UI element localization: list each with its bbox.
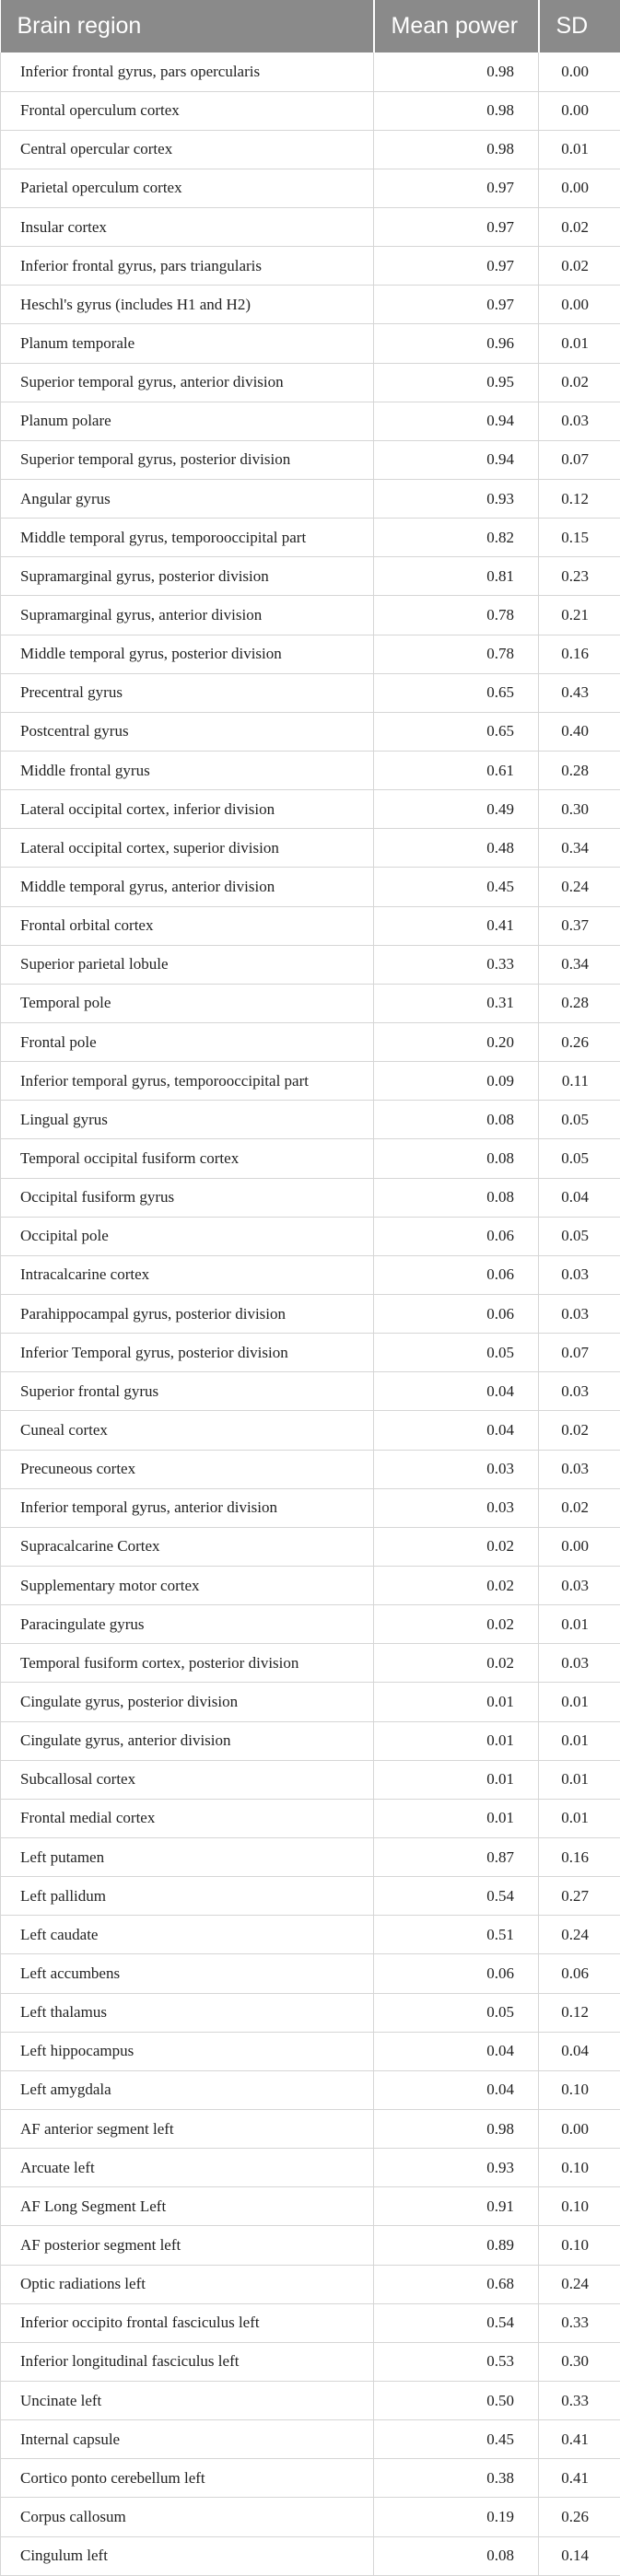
cell-brain-region: Temporal pole <box>1 984 374 1022</box>
cell-sd: 0.12 <box>539 1993 620 2032</box>
cell-brain-region: AF Long Segment Left <box>1 2187 374 2226</box>
cell-brain-region: Cingulum left <box>1 2536 374 2575</box>
cell-brain-region: Inferior frontal gyrus, pars triangularis <box>1 247 374 286</box>
cell-brain-region: Precentral gyrus <box>1 673 374 712</box>
cell-mean-power: 0.45 <box>374 2420 539 2459</box>
cell-mean-power: 0.78 <box>374 635 539 673</box>
cell-mean-power: 0.02 <box>374 1527 539 1566</box>
cell-sd: 0.43 <box>539 673 620 712</box>
cell-sd: 0.05 <box>539 1139 620 1178</box>
cell-mean-power: 0.51 <box>374 1916 539 1954</box>
cell-brain-region: Left hippocampus <box>1 2032 374 2070</box>
cell-sd: 0.10 <box>539 2149 620 2187</box>
table-row <box>1 1566 620 1604</box>
cell-sd: 0.06 <box>539 1954 620 1993</box>
cell-brain-region: Parahippocampal gyrus, posterior division <box>1 1295 374 1334</box>
cell-mean-power: 0.97 <box>374 208 539 247</box>
cell-brain-region: Superior temporal gyrus, anterior division <box>1 363 374 402</box>
cell-brain-region: Middle frontal gyrus <box>1 752 374 790</box>
cell-brain-region: Central opercular cortex <box>1 130 374 169</box>
cell-brain-region: Planum polare <box>1 402 374 440</box>
table-row <box>1 2070 620 2109</box>
table-row <box>1 1139 620 1178</box>
cell-sd: 0.27 <box>539 1877 620 1916</box>
cell-mean-power: 0.02 <box>374 1644 539 1683</box>
table-row <box>1 1411 620 1450</box>
cell-sd: 0.05 <box>539 1217 620 1255</box>
cell-mean-power: 0.01 <box>374 1799 539 1837</box>
cell-sd: 0.00 <box>539 91 620 130</box>
cell-mean-power: 0.93 <box>374 2149 539 2187</box>
cell-sd: 0.02 <box>539 1488 620 1527</box>
cell-mean-power: 0.48 <box>374 829 539 868</box>
table-row <box>1 712 620 751</box>
table-row <box>1 2420 620 2459</box>
table-row <box>1 2032 620 2070</box>
cell-brain-region: Cortico ponto cerebellum left <box>1 2459 374 2498</box>
table-row <box>1 1760 620 1799</box>
cell-sd: 0.23 <box>539 557 620 596</box>
table-row <box>1 1488 620 1527</box>
cell-brain-region: Intracalcarine cortex <box>1 1255 374 1294</box>
header-mean-power: Mean power <box>374 0 539 52</box>
table-row <box>1 1217 620 1255</box>
cell-mean-power: 0.53 <box>374 2342 539 2381</box>
cell-mean-power: 0.65 <box>374 673 539 712</box>
cell-mean-power: 0.31 <box>374 984 539 1022</box>
cell-mean-power: 0.06 <box>374 1255 539 1294</box>
table-row <box>1 2536 620 2575</box>
cell-mean-power: 0.02 <box>374 1605 539 1644</box>
cell-sd: 0.07 <box>539 440 620 479</box>
cell-brain-region: Left thalamus <box>1 1993 374 2032</box>
table-row <box>1 2303 620 2342</box>
table-row <box>1 440 620 479</box>
table-row <box>1 1993 620 2032</box>
table-row <box>1 1372 620 1411</box>
cell-mean-power: 0.04 <box>374 1372 539 1411</box>
table-row <box>1 868 620 906</box>
cell-mean-power: 0.09 <box>374 1062 539 1101</box>
cell-sd: 0.04 <box>539 2032 620 2070</box>
table-row <box>1 1450 620 1488</box>
cell-sd: 0.01 <box>539 130 620 169</box>
cell-brain-region: Cingulate gyrus, anterior division <box>1 1721 374 1760</box>
cell-sd: 0.10 <box>539 2226 620 2265</box>
cell-brain-region: Frontal pole <box>1 1023 374 1062</box>
table-row <box>1 1295 620 1334</box>
cell-mean-power: 0.87 <box>374 1837 539 1876</box>
cell-sd: 0.24 <box>539 868 620 906</box>
table-row <box>1 519 620 557</box>
cell-sd: 0.26 <box>539 2498 620 2536</box>
header-sd: SD <box>539 0 620 52</box>
cell-mean-power: 0.38 <box>374 2459 539 2498</box>
cell-sd: 0.12 <box>539 480 620 519</box>
table-row <box>1 1023 620 1062</box>
cell-mean-power: 0.08 <box>374 1101 539 1139</box>
cell-brain-region: Frontal operculum cortex <box>1 91 374 130</box>
cell-sd: 0.02 <box>539 247 620 286</box>
cell-mean-power: 0.06 <box>374 1954 539 1993</box>
table-row <box>1 1644 620 1683</box>
cell-sd: 0.16 <box>539 635 620 673</box>
cell-sd: 0.28 <box>539 752 620 790</box>
cell-mean-power: 0.97 <box>374 247 539 286</box>
cell-sd: 0.10 <box>539 2187 620 2226</box>
cell-brain-region: Inferior temporal gyrus, anterior division <box>1 1488 374 1527</box>
cell-sd: 0.03 <box>539 1450 620 1488</box>
cell-mean-power: 0.94 <box>374 402 539 440</box>
cell-sd: 0.28 <box>539 984 620 1022</box>
cell-mean-power: 0.78 <box>374 596 539 635</box>
cell-mean-power: 0.95 <box>374 363 539 402</box>
cell-brain-region: Cingulate gyrus, posterior division <box>1 1683 374 1721</box>
cell-sd: 0.03 <box>539 402 620 440</box>
cell-brain-region: Left amygdala <box>1 2070 374 2109</box>
table-row <box>1 2342 620 2381</box>
table-row <box>1 286 620 324</box>
cell-mean-power: 0.49 <box>374 790 539 829</box>
table-row <box>1 1255 620 1294</box>
cell-mean-power: 0.98 <box>374 91 539 130</box>
cell-mean-power: 0.97 <box>374 169 539 207</box>
cell-brain-region: Supplementary motor cortex <box>1 1566 374 1604</box>
cell-brain-region: Angular gyrus <box>1 480 374 519</box>
cell-sd: 0.03 <box>539 1295 620 1334</box>
cell-brain-region: AF posterior segment left <box>1 2226 374 2265</box>
cell-brain-region: Lateral occipital cortex, superior division <box>1 829 374 868</box>
cell-sd: 0.24 <box>539 2265 620 2303</box>
cell-sd: 0.01 <box>539 324 620 363</box>
cell-sd: 0.00 <box>539 1527 620 1566</box>
cell-brain-region: Optic radiations left <box>1 2265 374 2303</box>
cell-mean-power: 0.81 <box>374 557 539 596</box>
cell-brain-region: Temporal occipital fusiform cortex <box>1 1139 374 1178</box>
table-row <box>1 557 620 596</box>
table-row <box>1 480 620 519</box>
cell-brain-region: Paracingulate gyrus <box>1 1605 374 1644</box>
table-row <box>1 906 620 945</box>
cell-mean-power: 0.89 <box>374 2226 539 2265</box>
cell-brain-region: Superior frontal gyrus <box>1 1372 374 1411</box>
cell-brain-region: Supramarginal gyrus, anterior division <box>1 596 374 635</box>
cell-sd: 0.02 <box>539 1411 620 1450</box>
cell-mean-power: 0.54 <box>374 2303 539 2342</box>
cell-brain-region: Cuneal cortex <box>1 1411 374 1450</box>
cell-mean-power: 0.33 <box>374 945 539 984</box>
cell-mean-power: 0.45 <box>374 868 539 906</box>
cell-sd: 0.24 <box>539 1916 620 1954</box>
cell-brain-region: Inferior Temporal gyrus, posterior division <box>1 1334 374 1372</box>
cell-mean-power: 0.08 <box>374 2536 539 2575</box>
cell-mean-power: 0.54 <box>374 1877 539 1916</box>
cell-brain-region: Frontal orbital cortex <box>1 906 374 945</box>
header-row <box>1 0 620 52</box>
cell-brain-region: AF anterior segment left <box>1 2109 374 2148</box>
table-row <box>1 91 620 130</box>
cell-mean-power: 0.50 <box>374 2381 539 2419</box>
table-row <box>1 169 620 207</box>
table-header <box>1 0 620 52</box>
cell-brain-region: Inferior temporal gyrus, temporooccipital part <box>1 1062 374 1101</box>
cell-mean-power: 0.98 <box>374 130 539 169</box>
cell-sd: 0.14 <box>539 2536 620 2575</box>
table-row <box>1 1799 620 1837</box>
cell-mean-power: 0.91 <box>374 2187 539 2226</box>
cell-sd: 0.41 <box>539 2420 620 2459</box>
cell-mean-power: 0.93 <box>374 480 539 519</box>
cell-mean-power: 0.96 <box>374 324 539 363</box>
table-row <box>1 1527 620 1566</box>
cell-brain-region: Uncinate left <box>1 2381 374 2419</box>
cell-mean-power: 0.05 <box>374 1334 539 1372</box>
cell-brain-region: Supramarginal gyrus, posterior division <box>1 557 374 596</box>
cell-sd: 0.00 <box>539 286 620 324</box>
cell-mean-power: 0.01 <box>374 1683 539 1721</box>
cell-sd: 0.01 <box>539 1760 620 1799</box>
cell-sd: 0.30 <box>539 790 620 829</box>
cell-brain-region: Internal capsule <box>1 2420 374 2459</box>
cell-brain-region: Inferior occipito frontal fasciculus left <box>1 2303 374 2342</box>
cell-sd: 0.33 <box>539 2303 620 2342</box>
cell-sd: 0.04 <box>539 1178 620 1217</box>
cell-brain-region: Left accumbens <box>1 1954 374 1993</box>
cell-sd: 0.01 <box>539 1683 620 1721</box>
table-row <box>1 829 620 868</box>
table-row <box>1 1605 620 1644</box>
cell-brain-region: Occipital pole <box>1 1217 374 1255</box>
table-row <box>1 247 620 286</box>
cell-sd: 0.26 <box>539 1023 620 1062</box>
cell-brain-region: Heschl's gyrus (includes H1 and H2) <box>1 286 374 324</box>
cell-mean-power: 0.20 <box>374 1023 539 1062</box>
cell-mean-power: 0.19 <box>374 2498 539 2536</box>
cell-brain-region: Insular cortex <box>1 208 374 247</box>
table-row <box>1 752 620 790</box>
table-row <box>1 2265 620 2303</box>
table-row <box>1 2498 620 2536</box>
cell-mean-power: 0.04 <box>374 2070 539 2109</box>
cell-brain-region: Arcuate left <box>1 2149 374 2187</box>
table-row <box>1 1178 620 1217</box>
cell-mean-power: 0.61 <box>374 752 539 790</box>
table-row <box>1 596 620 635</box>
table-body <box>1 52 620 2575</box>
table-row <box>1 1101 620 1139</box>
cell-brain-region: Middle temporal gyrus, temporooccipital part <box>1 519 374 557</box>
cell-mean-power: 0.82 <box>374 519 539 557</box>
cell-brain-region: Postcentral gyrus <box>1 712 374 751</box>
cell-brain-region: Left pallidum <box>1 1877 374 1916</box>
cell-brain-region: Superior temporal gyrus, posterior division <box>1 440 374 479</box>
table-row <box>1 2459 620 2498</box>
cell-mean-power: 0.01 <box>374 1721 539 1760</box>
table-row <box>1 1334 620 1372</box>
cell-brain-region: Temporal fusiform cortex, posterior division <box>1 1644 374 1683</box>
cell-sd: 0.34 <box>539 945 620 984</box>
cell-brain-region: Lingual gyrus <box>1 1101 374 1139</box>
cell-sd: 0.00 <box>539 169 620 207</box>
cell-sd: 0.40 <box>539 712 620 751</box>
table-row <box>1 1877 620 1916</box>
table-row <box>1 635 620 673</box>
header-brain-region: Brain region <box>1 0 374 52</box>
cell-mean-power: 0.06 <box>374 1217 539 1255</box>
cell-sd: 0.11 <box>539 1062 620 1101</box>
cell-mean-power: 0.03 <box>374 1488 539 1527</box>
table-row <box>1 1721 620 1760</box>
table-row <box>1 363 620 402</box>
table-row <box>1 1683 620 1721</box>
cell-mean-power: 0.03 <box>374 1450 539 1488</box>
cell-mean-power: 0.05 <box>374 1993 539 2032</box>
cell-sd: 0.05 <box>539 1101 620 1139</box>
cell-sd: 0.07 <box>539 1334 620 1372</box>
table-row <box>1 1837 620 1876</box>
cell-sd: 0.41 <box>539 2459 620 2498</box>
table-row <box>1 1062 620 1101</box>
cell-brain-region: Left caudate <box>1 1916 374 1954</box>
cell-brain-region: Superior parietal lobule <box>1 945 374 984</box>
cell-brain-region: Supracalcarine Cortex <box>1 1527 374 1566</box>
table-row <box>1 1916 620 1954</box>
table-row <box>1 673 620 712</box>
cell-mean-power: 0.02 <box>374 1566 539 1604</box>
table-row <box>1 130 620 169</box>
table-row <box>1 324 620 363</box>
cell-sd: 0.15 <box>539 519 620 557</box>
cell-sd: 0.03 <box>539 1255 620 1294</box>
cell-brain-region: Frontal medial cortex <box>1 1799 374 1837</box>
cell-mean-power: 0.98 <box>374 2109 539 2148</box>
cell-sd: 0.16 <box>539 1837 620 1876</box>
cell-sd: 0.01 <box>539 1799 620 1837</box>
cell-mean-power: 0.04 <box>374 2032 539 2070</box>
cell-mean-power: 0.98 <box>374 52 539 91</box>
cell-mean-power: 0.06 <box>374 1295 539 1334</box>
table-row <box>1 2109 620 2148</box>
table-row <box>1 208 620 247</box>
cell-mean-power: 0.68 <box>374 2265 539 2303</box>
cell-mean-power: 0.04 <box>374 1411 539 1450</box>
cell-brain-region: Lateral occipital cortex, inferior division <box>1 790 374 829</box>
cell-brain-region: Corpus callosum <box>1 2498 374 2536</box>
table-row <box>1 402 620 440</box>
cell-sd: 0.02 <box>539 363 620 402</box>
table-row <box>1 1954 620 1993</box>
cell-sd: 0.10 <box>539 2070 620 2109</box>
cell-brain-region: Precuneous cortex <box>1 1450 374 1488</box>
table-row <box>1 984 620 1022</box>
cell-sd: 0.01 <box>539 1721 620 1760</box>
cell-sd: 0.21 <box>539 596 620 635</box>
cell-brain-region: Left putamen <box>1 1837 374 1876</box>
table-row <box>1 52 620 91</box>
table-row <box>1 945 620 984</box>
cell-sd: 0.30 <box>539 2342 620 2381</box>
cell-mean-power: 0.97 <box>374 286 539 324</box>
cell-mean-power: 0.65 <box>374 712 539 751</box>
cell-sd: 0.01 <box>539 1605 620 1644</box>
cell-mean-power: 0.08 <box>374 1178 539 1217</box>
table-row <box>1 2226 620 2265</box>
cell-mean-power: 0.41 <box>374 906 539 945</box>
cell-sd: 0.02 <box>539 208 620 247</box>
cell-mean-power: 0.94 <box>374 440 539 479</box>
cell-mean-power: 0.01 <box>374 1760 539 1799</box>
cell-brain-region: Planum temporale <box>1 324 374 363</box>
cell-sd: 0.03 <box>539 1372 620 1411</box>
table-row <box>1 2149 620 2187</box>
cell-brain-region: Middle temporal gyrus, anterior division <box>1 868 374 906</box>
cell-brain-region: Parietal operculum cortex <box>1 169 374 207</box>
cell-sd: 0.03 <box>539 1644 620 1683</box>
table-row <box>1 2187 620 2226</box>
cell-brain-region: Inferior frontal gyrus, pars opercularis <box>1 52 374 91</box>
cell-sd: 0.00 <box>539 2109 620 2148</box>
cell-sd: 0.33 <box>539 2381 620 2419</box>
cell-brain-region: Subcallosal cortex <box>1 1760 374 1799</box>
cell-sd: 0.03 <box>539 1566 620 1604</box>
cell-mean-power: 0.08 <box>374 1139 539 1178</box>
cell-brain-region: Middle temporal gyrus, posterior division <box>1 635 374 673</box>
cell-sd: 0.37 <box>539 906 620 945</box>
cell-brain-region: Occipital fusiform gyrus <box>1 1178 374 1217</box>
cell-brain-region: Inferior longitudinal fasciculus left <box>1 2342 374 2381</box>
cell-sd: 0.34 <box>539 829 620 868</box>
cell-sd: 0.00 <box>539 52 620 91</box>
table-row <box>1 790 620 829</box>
table-row <box>1 2381 620 2419</box>
